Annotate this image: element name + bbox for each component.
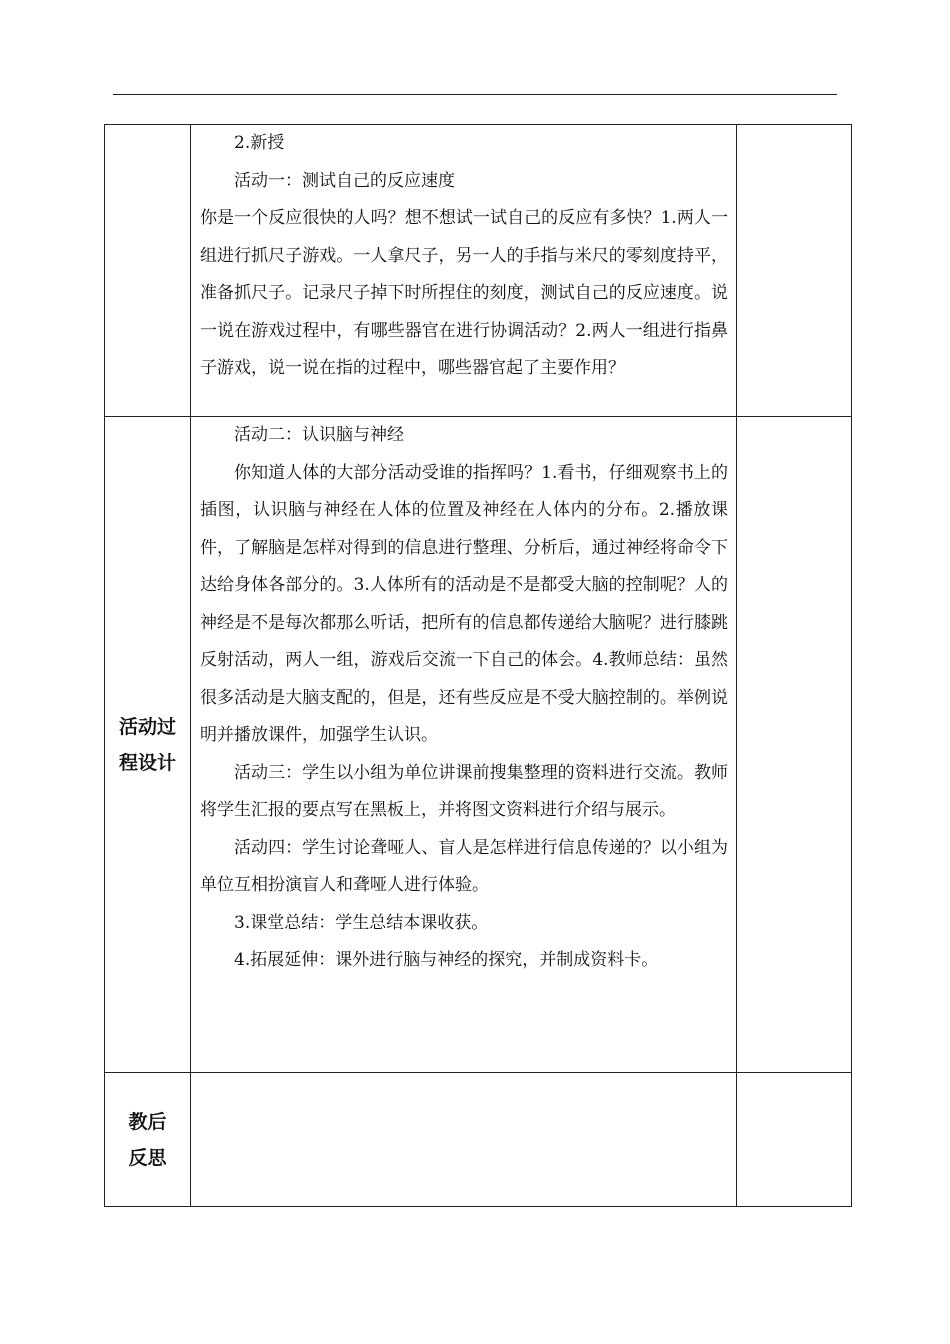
content-cell [191,125,737,417]
content-cell [191,1073,737,1207]
notes-cell [737,1073,852,1207]
paragraph: 活动二：认识脑与神经 [234,425,404,445]
row-label-cell [105,417,191,1073]
row-label-cell [105,1073,191,1207]
paragraph: 3.课堂总结：学生总结本课收获。 [234,912,489,933]
table-row [105,1073,852,1207]
row-label-line: 程设计 [118,751,176,774]
notes-cell [737,417,852,1073]
paragraph: 活动三：学生以小组为单位讲课前搜集整理的资料进行交流。教师将学生汇报的要点写在黑板上，并将图文资料进行介绍与展示。 [200,762,728,820]
paragraph: 你知道人体的大部分活动受谁的指挥吗？1.看书，仔细观察书上的插图，认识脑与神经在人体的位置及神经在人体内的分布。2.播放课件，了解脑是怎样对得到的信息进行整理、分析后，通过神经将命令下达给身体各部分的。3.人体所有的活动是不是都受大脑的控制呢？人的神经是不是每次都那么听话，把所有的信息都传递给大脑呢？进行膝跳反射活动，两人一组，游戏后交流一下自己的体会。4.教师总结：虽然很多活动是大脑支配的，但是，还有些反应是不受大脑控制的。举例说明并播放课件，加强学生认识。 [200,462,728,745]
row-label-line: 活动过 [118,715,176,738]
row-label-line: 教后 [128,1110,167,1133]
row-label-line: 反思 [128,1146,167,1169]
paragraph: 2.新授 [234,133,285,153]
paragraph: 活动四：学生讨论聋哑人、盲人是怎样进行信息传递的？以小组为单位互相扮演盲人和聋哑人进行体验。 [200,837,728,895]
header-rule [113,94,837,95]
paragraph: 你是一个反应很快的人吗？想不想试一试自己的反应有多快？1.两人一组进行抓尺子游戏。一人拿尺子，另一人的手指与米尺的零刻度持平，准备抓尺子。记录尺子掉下时所捏住的刻度，测试自己的反应速度。说一说在游戏过程中，有哪些器官在进行协调活动？2.两人一组进行指鼻子游戏，说一说在指的过程中，哪些器官起了主要作用？ [200,208,728,378]
notes-cell [737,125,852,417]
paragraph: 活动一：测试自己的反应速度 [234,170,455,191]
content-cell [191,417,737,1073]
table-row [105,417,852,1073]
paragraph: 4.拓展延伸：课外进行脑与神经的探究，并制成资料卡。 [234,950,659,970]
table-row [105,125,852,417]
row-label-cell [105,125,191,417]
lesson-plan-table [104,124,852,1207]
